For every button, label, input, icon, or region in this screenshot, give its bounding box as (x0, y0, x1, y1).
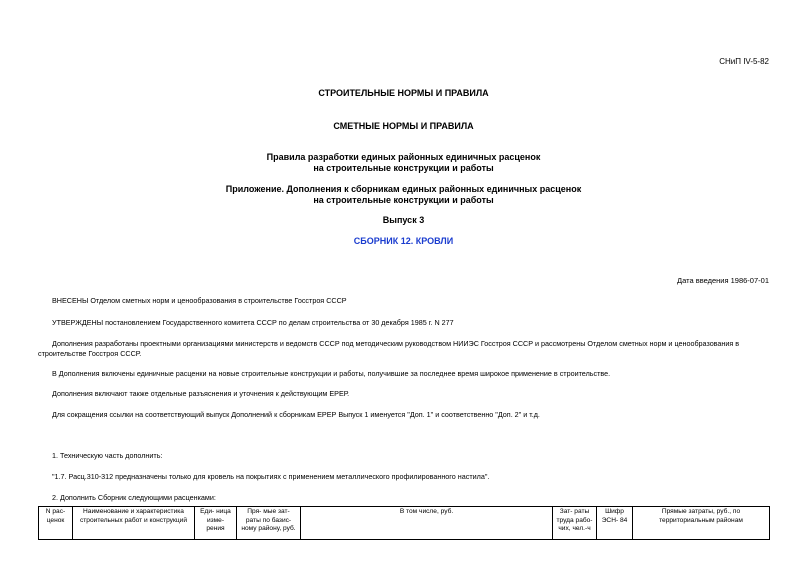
paragraph-developed (38, 339, 779, 359)
paragraph-developed-line2: строительстве Госстроя СССР. (38, 349, 142, 358)
paragraph-add-rates (38, 493, 779, 503)
col-direct-costs: Пря- мые зат- раты по базис- ному району, руб. (237, 507, 301, 540)
col-unit: Еди- ница изме- рения (195, 507, 237, 540)
paragraph-text: В Дополнения включены единичные расценки на новые строительные конструкции и работы, получившие за последнее время широкое применение в строительстве. (52, 369, 611, 378)
paragraph-text: УТВЕРЖДЕНЫ постановлением Государственного комитета СССР по делам строительства от 30 декабря 1985 г. N 277 (52, 318, 454, 327)
paragraph-text: 1. Техническую часть дополнить: (52, 451, 163, 460)
paragraph-text: Дополнения включают также отдельные разъяснения и уточнения к действующим ЕРЕР. (52, 389, 350, 398)
paragraph-clause-1-7 (38, 472, 779, 482)
date-introduced: Дата введения 1986-07-01 (677, 276, 769, 285)
rates-table (38, 506, 770, 540)
paragraph-abbreviation (38, 410, 779, 420)
document-code: СНиП IV-5-82 (719, 57, 769, 66)
heading-collection: СБОРНИК 12. КРОВЛИ (353, 236, 454, 246)
heading-rules-line1: Правила разработки единых районных единичных расценок (266, 152, 541, 162)
paragraph-clarifications (38, 389, 779, 399)
heading-appendix (0, 184, 807, 206)
col-esn-code: Шифр ЭСН- 84 (597, 507, 633, 540)
heading-issue: Выпуск 3 (382, 215, 425, 225)
heading-rules-line2: на строительные конструкции и работы (313, 163, 494, 173)
paragraph-included (38, 369, 779, 379)
paragraph-text: ВНЕСЕНЫ Отделом сметных норм и ценообразования в строительстве Госстроя СССР (52, 296, 347, 305)
col-work-name: Наименование и характеристика строительных работ и конструкций (73, 507, 195, 540)
heading-estimate-norms: СМЕТНЫЕ НОРМЫ И ПРАВИЛА (333, 121, 474, 131)
col-labor-costs: Зат- раты труда рабо- чих, чел.-ч (553, 507, 597, 540)
heading-appendix-line1: Приложение. Дополнения к сборникам единых районных единичных расценок (225, 184, 582, 194)
table-header-row (39, 507, 770, 540)
paragraph-text: Дополнения разработаны проектными организациями министерств и ведомств СССР под методическим руководством НИИЭС Госстроя СССР и рассмотрены Отделом сметных норм и ценообразования в (52, 339, 740, 348)
heading-appendix-line2: на строительные конструкции и работы (313, 195, 494, 205)
col-rate-number: N рас- ценок (39, 507, 73, 540)
paragraph-text: "1.7. Расц.310-312 предназначены только для кровель на покрытиях с применением металлического профилированного настила". (52, 472, 490, 481)
paragraph-approved (38, 318, 779, 328)
paragraph-technical-part (38, 451, 779, 461)
heading-building-norms: СТРОИТЕЛЬНЫЕ НОРМЫ И ПРАВИЛА (318, 88, 489, 98)
heading-rules (0, 152, 807, 174)
col-territorial-costs: Прямые затраты, руб., по территориальным районам (633, 507, 770, 540)
paragraph-text: 2. Дополнить Сборник следующими расценками: (52, 493, 216, 502)
paragraph-introduced-by (38, 296, 779, 306)
col-including: В том числе, руб. (301, 507, 553, 540)
paragraph-text: Для сокращения ссылки на соответствующий выпуск Дополнений к сборникам ЕРЕР Выпуск 1 именуется "Доп. 1" и соответственно "Доп. 2" и т.д. (52, 410, 540, 419)
paragraph-developed-line1 (38, 339, 779, 349)
